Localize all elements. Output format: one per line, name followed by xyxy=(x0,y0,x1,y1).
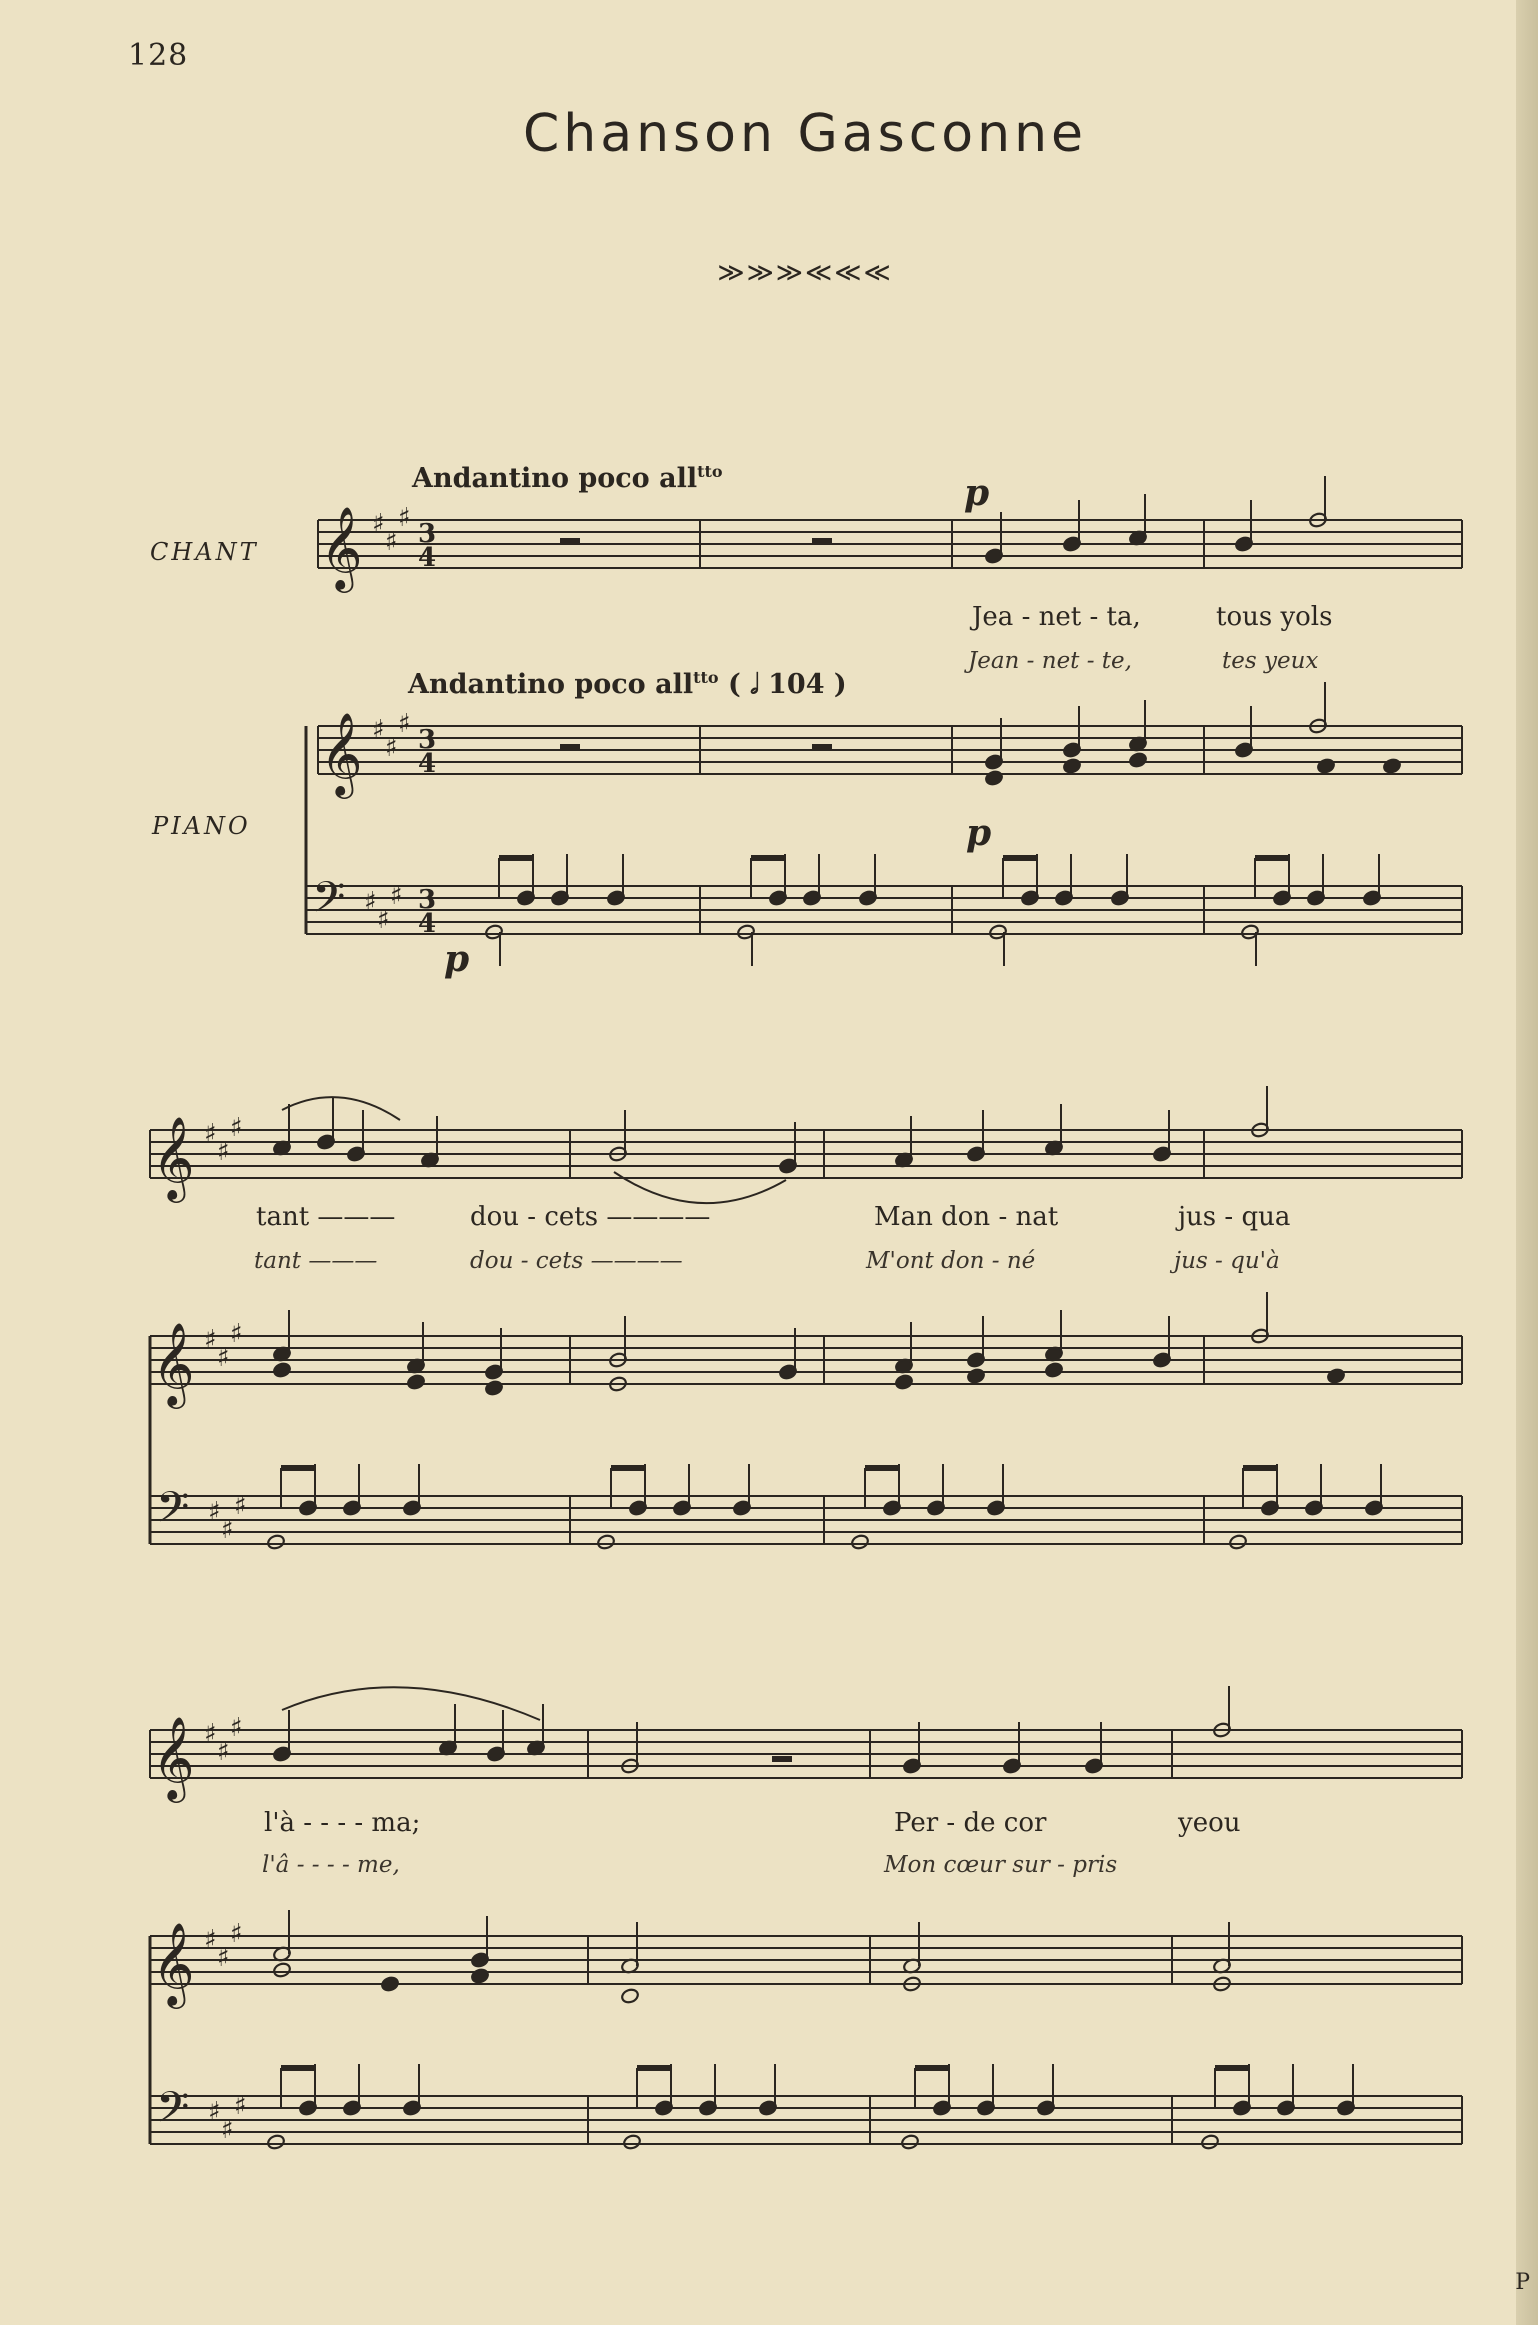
piano-note xyxy=(894,1374,913,1391)
piano-note xyxy=(272,1362,291,1379)
time-signature: 3 xyxy=(418,885,437,915)
sharp-icon: ♯ xyxy=(230,1319,243,1349)
slur xyxy=(614,1172,786,1203)
bass-clef-icon: 𝄢 xyxy=(156,2083,190,2143)
sharp-icon: ♯ xyxy=(217,1737,230,1767)
bass-note xyxy=(850,1534,869,1551)
bass-note xyxy=(266,2134,285,2151)
time-signature: 4 xyxy=(418,909,437,939)
sharp-icon: ♯ xyxy=(217,1343,230,1373)
whole-rest xyxy=(560,538,580,544)
sharp-icon: ♯ xyxy=(217,1943,230,1973)
label-piano: PIANO xyxy=(152,812,251,840)
bass-clef-icon: 𝄢 xyxy=(156,1483,190,1543)
piano-note xyxy=(966,1368,985,1385)
sharp-icon: ♯ xyxy=(230,1713,243,1743)
piano-note xyxy=(1326,1368,1345,1385)
piano-note xyxy=(1044,1362,1063,1379)
sharp-icon: ♯ xyxy=(230,1919,243,1949)
whole-rest xyxy=(812,744,832,750)
sharp-icon: ♯ xyxy=(385,733,398,763)
piano-note xyxy=(484,1380,503,1397)
page-edge-mark: P xyxy=(1515,2270,1530,2295)
lyric-french: tant ——— xyxy=(254,1248,378,1274)
lyric-french: Jean - net - te, xyxy=(968,648,1132,674)
title-ornament: ≫≫≫≪≪≪ xyxy=(717,258,893,288)
piano-note xyxy=(1316,758,1335,775)
treble-clef-icon: 𝄞 xyxy=(320,711,363,795)
bass-clef-icon: 𝄢 xyxy=(312,873,346,933)
sharp-icon: ♯ xyxy=(208,1497,221,1527)
dynamic-piano-rh: p xyxy=(966,812,992,854)
lyric-gascon: jus - qua xyxy=(1178,1202,1291,1232)
sharp-icon: ♯ xyxy=(204,1325,217,1355)
slur xyxy=(282,1687,540,1720)
lyric-gascon: Man don - nat xyxy=(874,1202,1059,1232)
sharp-icon: ♯ xyxy=(230,1113,243,1143)
time-signature: 3 xyxy=(418,725,437,755)
sharp-icon: ♯ xyxy=(234,2091,247,2121)
sharp-icon: ♯ xyxy=(204,1719,217,1749)
piano-note xyxy=(272,1962,291,1979)
sharp-icon: ♯ xyxy=(398,503,411,533)
label-chant: CHANT xyxy=(150,538,259,566)
whole-rest xyxy=(560,744,580,750)
sharp-icon: ♯ xyxy=(372,715,385,745)
lyric-gascon: tous yols xyxy=(1216,602,1333,632)
piano-note xyxy=(406,1374,425,1391)
piano-note xyxy=(470,1968,489,1985)
lyric-gascon: yeou xyxy=(1178,1808,1241,1838)
page-number: 128 xyxy=(128,38,189,73)
page-title: Chanson Gasconne xyxy=(522,104,1088,164)
piano-note xyxy=(380,1976,399,1993)
treble-clef-icon: 𝄞 xyxy=(152,1921,195,2005)
piano-note xyxy=(1062,758,1081,775)
piano-note xyxy=(984,770,1003,787)
bass-note xyxy=(1200,2134,1219,2151)
sharp-icon: ♯ xyxy=(385,527,398,557)
sharp-icon: ♯ xyxy=(372,509,385,539)
sharp-icon: ♯ xyxy=(398,709,411,739)
tempo-piano: Andantino poco all$^{tto}$ ( 𝅗𝅥 104 ) xyxy=(408,668,847,700)
lyric-french: jus - qu'à xyxy=(1174,1248,1280,1274)
lyric-gascon: l'à - - - - ma; xyxy=(264,1808,421,1838)
whole-rest xyxy=(812,538,832,544)
lyric-gascon: Per - de cor xyxy=(894,1808,1047,1838)
treble-clef-icon: 𝄞 xyxy=(152,1115,195,1199)
treble-clef-icon: 𝄞 xyxy=(152,1321,195,1405)
lyric-french: M'ont don - né xyxy=(866,1248,1036,1274)
sharp-icon: ♯ xyxy=(364,887,377,917)
sharp-icon: ♯ xyxy=(221,2115,234,2145)
sharp-icon: ♯ xyxy=(208,2097,221,2127)
sharp-icon: ♯ xyxy=(217,1137,230,1167)
dynamic-piano-lh: p xyxy=(444,938,470,980)
sharp-icon: ♯ xyxy=(204,1925,217,1955)
sharp-icon: ♯ xyxy=(377,905,390,935)
sharp-icon: ♯ xyxy=(234,1491,247,1521)
quarter-rest xyxy=(772,1756,792,1762)
sharp-icon: ♯ xyxy=(221,1515,234,1545)
time-signature: 3 xyxy=(418,519,437,549)
treble-clef-icon: 𝄞 xyxy=(152,1715,195,1799)
lyric-french: l'â - - - - me, xyxy=(262,1852,400,1878)
bass-note xyxy=(900,2134,919,2151)
dynamic-voice: p xyxy=(964,472,990,514)
lyric-gascon: dou - cets ———— xyxy=(470,1202,711,1232)
lyric-french: Mon cœur sur - pris xyxy=(884,1852,1118,1878)
lyric-french: tes yeux xyxy=(1222,648,1319,674)
piano-note xyxy=(620,1988,639,2005)
bass-note xyxy=(596,1534,615,1551)
sharp-icon: ♯ xyxy=(390,881,403,911)
bass-note xyxy=(266,1534,285,1551)
slur xyxy=(282,1097,400,1120)
piano-note xyxy=(1128,752,1147,769)
lyric-french: dou - cets ———— xyxy=(470,1248,683,1274)
sharp-icon: ♯ xyxy=(204,1119,217,1149)
tempo-voice: Andantino poco all$^{tto}$ xyxy=(412,462,723,494)
bass-note xyxy=(622,2134,641,2151)
treble-clef-icon: 𝄞 xyxy=(320,505,363,589)
lyric-gascon: Jea - net - ta, xyxy=(972,602,1141,632)
piano-note xyxy=(1382,758,1401,775)
time-signature: 4 xyxy=(418,543,437,573)
lyric-gascon: tant ——— xyxy=(256,1202,396,1232)
bass-note xyxy=(1228,1534,1247,1551)
time-signature: 4 xyxy=(418,749,437,779)
